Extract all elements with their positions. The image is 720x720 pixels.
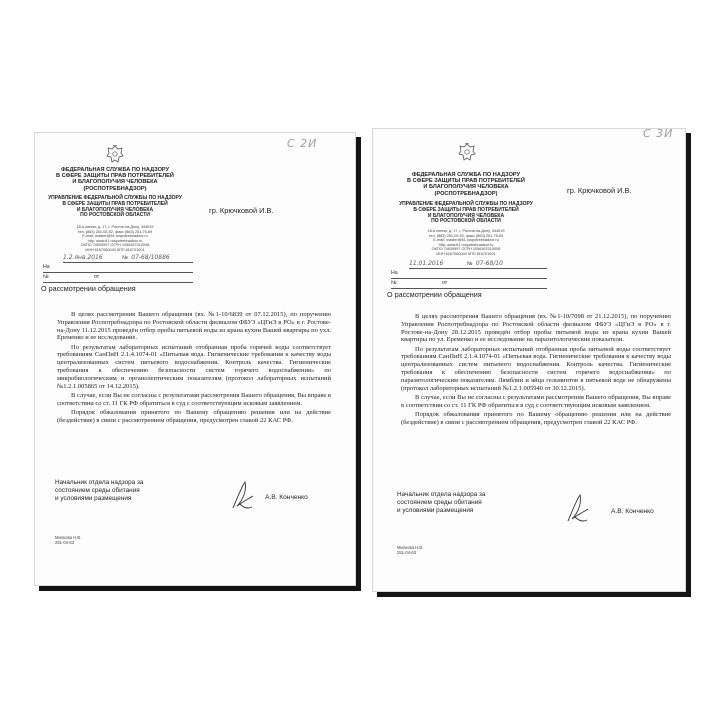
executor-name: Милкова Н.В. <box>55 535 82 540</box>
letter-body <box>57 311 331 426</box>
reference-ot-label: от <box>94 274 100 280</box>
handwritten-note: С 2И <box>287 137 318 150</box>
handwritten-reg-number: 07-68/10 <box>475 260 503 267</box>
reference-no-label: № <box>43 274 49 280</box>
contact-line: E-mail: master@61.rospotrebnadzor.ru <box>82 234 148 239</box>
org-department <box>43 196 187 219</box>
body-paragraph: Порядок обжалования принятого по Вашему обращению решения или на действие (бездействие) в связи с рассмотрением обращения, предусмотрен главой 22 КАС РФ. <box>57 409 331 424</box>
signer-title-line: состоянием среды обитания <box>397 499 482 506</box>
body-paragraph: По результатам лабораторных испытаний отобранная проба питьевой воды соответствует требованиям СанПиН 2.1.4.1074-01 «Питьевая вода. Гигиенические требования к качеству воды централизованных систем питьевого водоснабжения. Контроль качества. Гигиенические требования к обеспечению безопасности систем горячего водоснабжения» по паразитологическим показателям. Лямблии и яйца гельминтов в питьевой воде не обнаружены (протокол лабораторных испытаний №1.2.1.005940 от 30.12.2015). <box>401 345 671 392</box>
body-paragraph: В целях рассмотрения Вашего обращения (вх. №1-10/6839 от 07.12.2015), по поручению Управления Роспотребнадзора по Ростовской области филиалом ФБУЗ «ЦГиЭ в РО» в г. Ростове-на-Дону 11.12.2015 проведён отбор пробы питьевой воды из крана кухни Вашей квартиры по ухл. Еременко и ее исследование. <box>57 311 331 342</box>
org-contacts <box>43 225 187 253</box>
executor-phone: 251-04-63 <box>397 550 417 556</box>
contact-line: ИНН 6167080043 КПП 616701001 <box>436 251 496 256</box>
handwritten-date: 11.01.2016 <box>409 260 444 267</box>
org-title-line: ФЕДЕРАЛЬНАЯ СЛУЖБА ПО НАДЗОРУ <box>60 167 170 173</box>
org-title-line: И БЛАГОПОЛУЧИЯ ЧЕЛОВЕКА <box>423 184 509 191</box>
body-paragraph: По результатам лабораторных испытаний отобранная проба горячей воды соответствует требованиям СанПиН 2.1.4.1074-01 «Питьевая вода. Гигиенические требования к качеству воды централизованных систем питьевого водоснабжения. Контроль качества. Гигиенические требования к обеспечению безопасности систем горячего водоснабжения» по микробиологическим и органолептическим показателям (протокол лабораторных испытаний №1.2.1.005865 от 14.12.2015). <box>57 343 331 390</box>
org-title-line: (РОСПОТРЕБНАДЗОР) <box>434 190 498 197</box>
signer-name: А.В. Конченко <box>265 494 308 501</box>
contact-line: ИНН 6167080043 КПП 616701001 <box>85 247 145 252</box>
contact-line: ОКПО 74930997 ОГРН 1056167010008 <box>80 243 150 248</box>
handwritten-signature-icon <box>228 478 258 514</box>
contact-line: тел. (863) 251-05-92, факс (863) 251-75-69 <box>428 233 504 238</box>
org-dept-line: В СФЕРЕ ЗАЩИТЫ ПРАВ ПОТРЕБИТЕЛЕЙ <box>413 206 519 213</box>
handwritten-signature-icon <box>563 491 593 527</box>
handwritten-reg-number: 07-68/10886 <box>131 254 170 261</box>
handwritten-date: 1.2.янв.2016 <box>63 254 103 261</box>
executor-info <box>55 535 81 546</box>
contact-line: E-mail: master@61.rospotrebnadzor.ru <box>433 238 499 243</box>
org-dept-line: УПРАВЛЕНИЕ ФЕДЕРАЛЬНОЙ СЛУЖБЫ ПО НАДЗОРУ <box>399 201 533 207</box>
org-title-line: И БЛАГОПОЛУЧИЯ ЧЕЛОВЕКА <box>72 179 158 186</box>
org-title <box>43 167 187 192</box>
org-dept-line: УПРАВЛЕНИЕ ФЕДЕРАЛЬНОЙ СЛУЖБЫ ПО НАДЗОРУ <box>48 195 182 201</box>
body-paragraph: В случае, если Вы не согласны с результатами рассмотрения Вашего обращения, Вы вправе в соответствии со ст. 11 ГК РФ обратиться в суд с соответствующим исковым заявлением. <box>401 393 671 409</box>
org-title <box>393 172 539 197</box>
contact-line: 18-я линия, д. 17, г. Ростов-на-Дону, 344019 <box>76 225 154 229</box>
coat-of-arms-icon <box>106 145 124 165</box>
org-title-line: ФЕДЕРАЛЬНАЯ СЛУЖБА ПО НАДЗОРУ <box>411 172 521 178</box>
body-paragraph: В целях рассмотрения Вашего обращения (вх. №1-10/7098 от 21.12.2015), по поручению Управления Роспотребнадзора по Ростовской области филиалом ФБУЗ «ЦГиЭ в РО» в г. Ростове-на-Дону 28.12.2015 проведён отбор пробы питьевой воды из крана кухни Вашей квартиры по ул. Еременко и ее исследование на паразитологические показатели. <box>401 313 671 344</box>
signer-title-line: и условиями размещения <box>55 495 132 502</box>
reference-line <box>391 270 547 279</box>
org-title-line: В СФЕРЕ ЗАЩИТЫ ПРАВ ПОТРЕБИТЕЛЕЙ <box>56 173 174 180</box>
reference-line-2 <box>391 280 547 289</box>
executor-phone: 251-04-63 <box>55 540 75 546</box>
signer-title <box>397 491 486 515</box>
letter-page-left <box>34 132 356 586</box>
coat-of-arms-icon <box>458 143 476 163</box>
executor-name: Милкова Н.В. <box>397 545 424 550</box>
body-paragraph: Порядок обжалования принятого по Вашему обращению решения или на действие (бездействие) в связи с рассмотрением обращения, предусмотрен главой 22 КАС РФ. <box>401 411 671 426</box>
recipient: гр. Крючковой И.В. <box>567 186 632 195</box>
reference-ot-label: от <box>442 280 448 286</box>
reference-no-label: № <box>391 280 397 286</box>
org-dept-line: И БЛАГОПОЛУЧИЯ ЧЕЛОВЕКА <box>427 212 505 219</box>
signer-name: А.В. Конченко <box>611 508 654 515</box>
signer-title-line: и условиями размещения <box>397 507 474 514</box>
signer-title-line: состоянием среды обитания <box>55 487 140 494</box>
body-paragraph: В случае, если Вы не согласны с результатами рассмотрения Вашего обращения, Вы вправе в соответствии со ст. 11 ГК РФ обратиться в суд с соответствующим исковым заявлением. <box>57 391 331 407</box>
registration-line <box>409 260 547 269</box>
reference-line <box>43 264 193 273</box>
org-dept-line: ПО РОСТОВСКОЙ ОБЛАСТИ <box>431 218 501 225</box>
reference-na-label: На <box>391 270 398 276</box>
reference-na-label: На <box>43 264 50 270</box>
reg-number-label: № <box>466 261 473 267</box>
letter-body <box>401 313 671 428</box>
org-dept-line: И БЛАГОПОЛУЧИЯ ЧЕЛОВЕКА <box>76 206 154 213</box>
reg-number-label: № <box>122 255 128 261</box>
org-title-line: В СФЕРЕ ЗАЩИТЫ ПРАВ ПОТРЕБИТЕЛЕЙ <box>407 178 525 185</box>
org-contacts <box>393 229 539 257</box>
org-dept-line: ПО РОСТОВСКОЙ ОБЛАСТИ <box>80 212 150 219</box>
registration-line <box>63 254 193 263</box>
executor-info <box>397 545 423 556</box>
signer-title <box>55 479 144 503</box>
letter-page-right <box>372 128 686 592</box>
contact-line: тел. (863) 251-05-92, факс (863) 251-75-69 <box>77 229 153 234</box>
org-department <box>393 202 539 225</box>
recipient: гр. Крючковой И.В. <box>209 206 274 215</box>
contact-line: http: www.61.rospotrebnadzor.ru <box>438 242 494 247</box>
signer-title-line: Начальник отдела надзора за <box>397 491 486 498</box>
handwritten-note: С 3И <box>643 128 674 140</box>
reference-line-2 <box>43 274 193 283</box>
contact-line: http: www.61.rospotrebnadzor.ru <box>87 238 143 243</box>
org-title-line: (РОСПОТРЕБНАДЗОР) <box>83 185 147 192</box>
contact-line: ОКПО 74930997 ОГРН 1056167010008 <box>431 247 501 252</box>
signer-title-line: Начальник отдела надзора за <box>55 479 144 486</box>
contact-line: 18-я линия, д. 17, г. Ростов-на-Дону, 344019 <box>427 229 505 233</box>
letter-subject: О рассмотрении обращения <box>387 290 482 299</box>
letter-subject: О рассмотрении обращения <box>41 284 136 293</box>
org-dept-line: В СФЕРЕ ЗАЩИТЫ ПРАВ ПОТРЕБИТЕЛЕЙ <box>62 200 168 207</box>
